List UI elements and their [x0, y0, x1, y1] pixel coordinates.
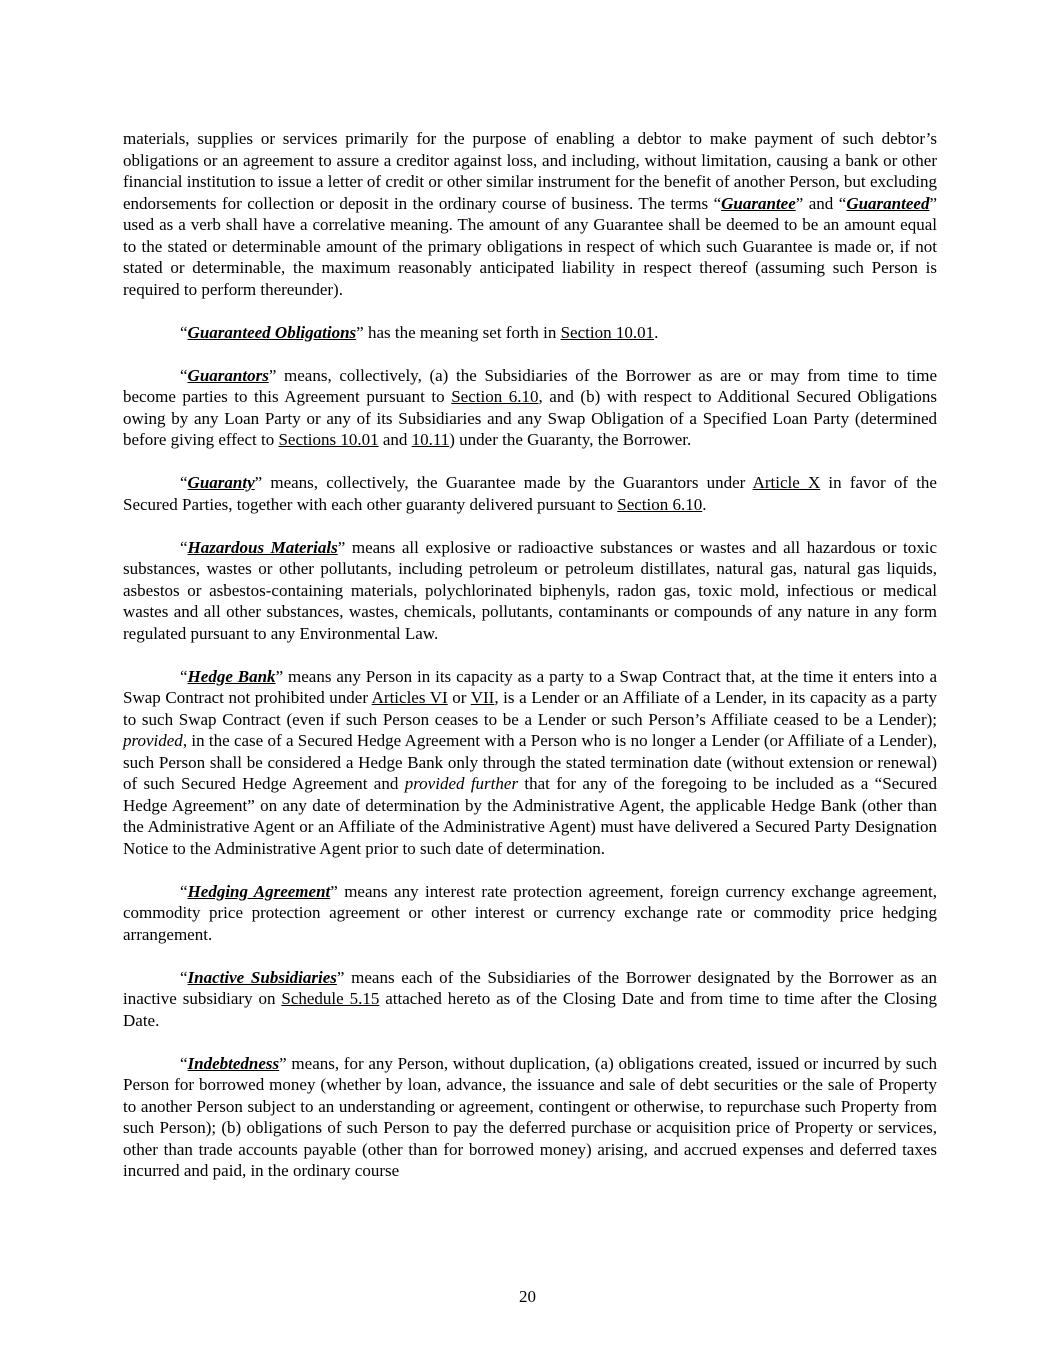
- text-run: “: [180, 666, 188, 686]
- defined-term: Guarantee: [721, 193, 796, 213]
- text-run: or: [447, 688, 471, 707]
- text-run: “: [180, 365, 188, 385]
- text-run: ” means, collectively, (a) the Subsidiaries of the Borrower as are or may from time to time become parties to this Agreement pursuant to: [123, 365, 937, 406]
- paragraph: [123, 128, 937, 300]
- text-run: materials, supplies or services primarily for the purpose of enabling a debtor to make payment of such debtor’s obligations or an agreement to assure a creditor against loss, and including, without limitation, causing a bank or other financial institution to issue a letter of credit or other similar instrument for the benefit of another Person, but excluding endorsements for collection or deposit in the ordinary course of business. The terms “: [123, 129, 937, 213]
- section-reference: Section 6.10: [617, 494, 703, 514]
- text-run: in favor of the Secured Parties, together with each other guaranty delivered pursuant to: [123, 473, 937, 514]
- defined-term: Guaranteed Obligations: [187, 322, 357, 342]
- text-run: .: [654, 322, 659, 342]
- text-run: ” used as a verb shall have a correlative meaning. The amount of any Guarantee shall be deemed to be an amount equal to the stated or determinable amount of the primary obligations in respect of which such Guarantee is made or, if not stated or determinable, the maximum reasonably anticipated liability in respect thereof (assuming such Person is required to perform thereunder).: [123, 193, 937, 299]
- section-reference: Section 6.10: [451, 387, 539, 406]
- section-reference: Section 10.01: [560, 322, 655, 342]
- section-reference: VII: [470, 688, 495, 707]
- emphasis-text: provided: [123, 731, 183, 750]
- text-run: “: [180, 1053, 188, 1073]
- text-run: that for any of the foregoing to be included as a “Secured Hedge Agreement” on any date of determination by the Administrative Agent, the applicable Hedge Bank (other than the Administrative Agent or an Affiliate of the Administrative Agent) must have delivered a Secured Party Designation Notice to the Administrative Agent prior to such date of determination.: [123, 774, 937, 858]
- text-run: ” has the meaning set forth in: [356, 322, 561, 342]
- text-run: , and (b) with respect to Additional Secured Obligations owing by any Loan Party or any of its Subsidiaries and any Swap Obligation of a Specified Loan Party (determined before giving effect to: [123, 387, 937, 449]
- defined-term: Hedge Bank: [187, 666, 276, 686]
- defined-term: Guaranteed: [846, 193, 930, 213]
- page-number: 20: [519, 1286, 536, 1306]
- text-run: “: [180, 881, 188, 901]
- paragraph: [123, 967, 937, 1032]
- emphasis-text: provided further: [404, 774, 519, 793]
- text-run: ) under the Guaranty, the Borrower.: [449, 430, 692, 449]
- text-run: ” means all explosive or radioactive substances or wastes and all hazardous or toxic substances, wastes or other pollutants, including petroleum or petroleum distillates, natural gas, natural gas liquids, asbestos or asbestos-containing materials, polychlorinated biphenyls, radon gas, toxic mold, infectious or medical wastes and all other substances, wastes, chemicals, pollutants, contaminants or compounds of any nature in any form regulated pursuant to any Environmental Law.: [123, 537, 937, 643]
- text-run: ” means, for any Person, without duplication, (a) obligations created, issued or incurred by such Person for borrowed money (whether by loan, advance, the issuance and sale of debt securities or the sale of Property to another Person subject to an understanding or agreement, contingent or otherwise, to repurchase such Property from such Person); (b) obligations of such Person to pay the deferred purchase or acquisition price of Property or services, other than trade accounts payable (other than for borrowed money) arising, and accrued expenses and deferred taxes incurred and paid, in the ordinary course: [123, 1053, 937, 1180]
- text-run: ” means any Person in its capacity as a party to a Swap Contract that, at the time it enters into a Swap Contract not prohibited under: [123, 666, 938, 707]
- section-reference: 10.11: [411, 430, 450, 449]
- section-reference: Articles VI: [371, 688, 448, 707]
- text-run: ” means each of the Subsidiaries of the Borrower designated by the Borrower as an inactive subsidiary on: [123, 967, 937, 1008]
- paragraph: [123, 537, 937, 645]
- section-reference: Sections 10.01: [278, 430, 379, 449]
- text-run: “: [180, 967, 188, 987]
- defined-term: Guaranty: [187, 473, 255, 492]
- defined-term: Hazardous Materials: [187, 537, 338, 557]
- text-run: “: [180, 322, 188, 342]
- paragraph: [123, 365, 937, 451]
- text-run: .: [702, 494, 707, 514]
- section-reference: Schedule 5.15: [281, 989, 380, 1008]
- defined-term: Hedging Agreement: [187, 881, 331, 901]
- defined-term: Indebtedness: [187, 1053, 280, 1073]
- text-run: attached hereto as of the Closing Date and from time to time after the Closing Date.: [123, 989, 937, 1030]
- section-reference: Article X: [752, 473, 821, 492]
- paragraph: [123, 1053, 937, 1182]
- paragraph: [123, 322, 937, 344]
- text-run: ” means any interest rate protection agreement, foreign currency exchange agreement, commodity price protection agreement or other interest or currency exchange rate or commodity price hedging arrangement.: [123, 881, 938, 944]
- text-run: “: [180, 537, 188, 557]
- text-run: ” and “: [795, 193, 847, 213]
- text-run: and: [378, 430, 412, 449]
- paragraph: [123, 472, 937, 515]
- text-run: “: [180, 473, 188, 492]
- defined-term: Guarantors: [187, 365, 269, 385]
- document-body: [123, 128, 937, 1182]
- text-run: , in the case of a Secured Hedge Agreement with a Person who is no longer a Lender (or Affiliate of a Lender), such Person shall be considered a Hedge Bank only through the stated termination date (without extension or renewal) of such Secured Hedge Agreement and: [123, 731, 937, 793]
- paragraph: [123, 666, 937, 860]
- defined-term: Inactive Subsidiaries: [187, 967, 337, 987]
- text-run: , is a Lender or an Affiliate of a Lender, in its capacity as a party to such Swap Contract (even if such Person ceases to be a Lender or such Person’s Affiliate ceased to be a Lender);: [123, 688, 937, 729]
- text-run: ” means, collectively, the Guarantee made by the Guarantors under: [254, 473, 753, 492]
- paragraph: [123, 881, 937, 946]
